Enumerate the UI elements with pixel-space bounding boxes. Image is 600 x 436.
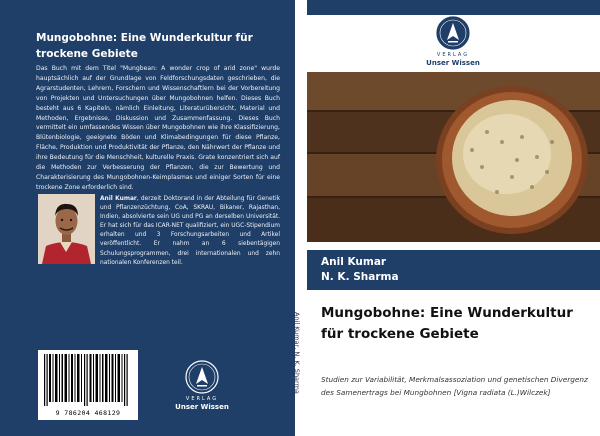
author-photo <box>38 194 95 264</box>
front-publisher-logo <box>413 16 493 67</box>
spine-text: Anil Kumar, N. K. Sharma <box>293 312 301 394</box>
publisher-brand-name: Unser Wissen <box>175 403 229 411</box>
publisher-brand-small: VERLAG <box>185 396 219 402</box>
author-portrait-image <box>38 194 95 264</box>
front-authors-band <box>307 250 600 290</box>
back-cover-description: Das Buch mit dem Titel "Mungbean: A wonder crop of arid zone" wurde hauptsächlich auf der Grundlage von Feldforschungsdaten geschrieben, die Agrarstudenten, Lehrern, Forschern und Wissenschaftlern bei der Vorbereitung von Projekten und Untersuchungen über Mungobohnen helfen. Dieses Buch besteht aus 6 Kapiteln, nämlich Einleitung, Literaturübersicht, Material und Methoden, Ergebnisse, Diskussion und Zusammenfassung. Dieses Buch vermittelt ein umfassendes Wissen über Mungobohnen wie ihre Klassifizierung, Blütenbiologie, geeignete Böden und Klimabedingungen für diese Pflanze, Fläche, Produktion und Produktivität der Pflanze, den Nährwert der Pflanze und ihre Bedeutung für die Menschheit, kulturelle Praxis. Grate konzentriert sich auf die Methoden zur Verbesserung der Pflanzen, die zur Bewertung und Charakterisierung des Mungobohnen-Keimplasmas und einiger Sorten für eine trockene Zone erforderlich sind. <box>36 65 280 191</box>
author-bio <box>100 195 280 268</box>
author-bio-text: , derzeit Doktorand in der Abteilung für Genetik und Pflanzenzüchtung, CoA, SKRAU, Bikaner, Rajasthan, Indien, absolvierte sein UG und PG an derselben Universität. Er hat sich für das ICAR-NET qualifiziert, ein UGC-Stipendium erhalten und 3 Forschungsarbeiten und Artikel veröffentlicht. Er nahm an 6 siebentägigen Schulungsprogrammen, drei internationalen und zehn nationalen Konferenzen teil. <box>100 196 280 266</box>
back-cover <box>0 0 295 436</box>
publisher-brand-small: VERLAG <box>436 52 470 58</box>
front-title: Mungobohne: Eine Wunderkultur für trockene Gebiete <box>321 305 573 342</box>
barcode-number: 9 786204 468129 <box>55 409 121 417</box>
back-cover-title: Mungobohne: Eine Wunderkultur für trockene Gebiete <box>36 32 253 60</box>
cover-photo-mung-beans <box>307 72 600 242</box>
front-top-band <box>307 0 600 15</box>
publisher-emblem-icon <box>185 360 219 394</box>
back-publisher-logo <box>172 360 232 411</box>
author-1: Anil Kumar <box>321 256 387 268</box>
front-cover <box>307 0 600 436</box>
publisher-brand-name: Unser Wissen <box>426 59 480 67</box>
isbn-barcode <box>38 350 138 420</box>
publisher-emblem-icon <box>436 16 470 50</box>
author-bio-name: Anil Kumar <box>100 196 137 202</box>
barcode-bars <box>38 350 138 408</box>
author-2: N. K. Sharma <box>321 271 399 283</box>
front-subtitle: Studien zur Variabilität, Merkmalsassoziation und genetischen Divergenz des Samenertrags bei Mungbohnen [Vigna radiata (L.)Wilczek] <box>321 375 588 397</box>
